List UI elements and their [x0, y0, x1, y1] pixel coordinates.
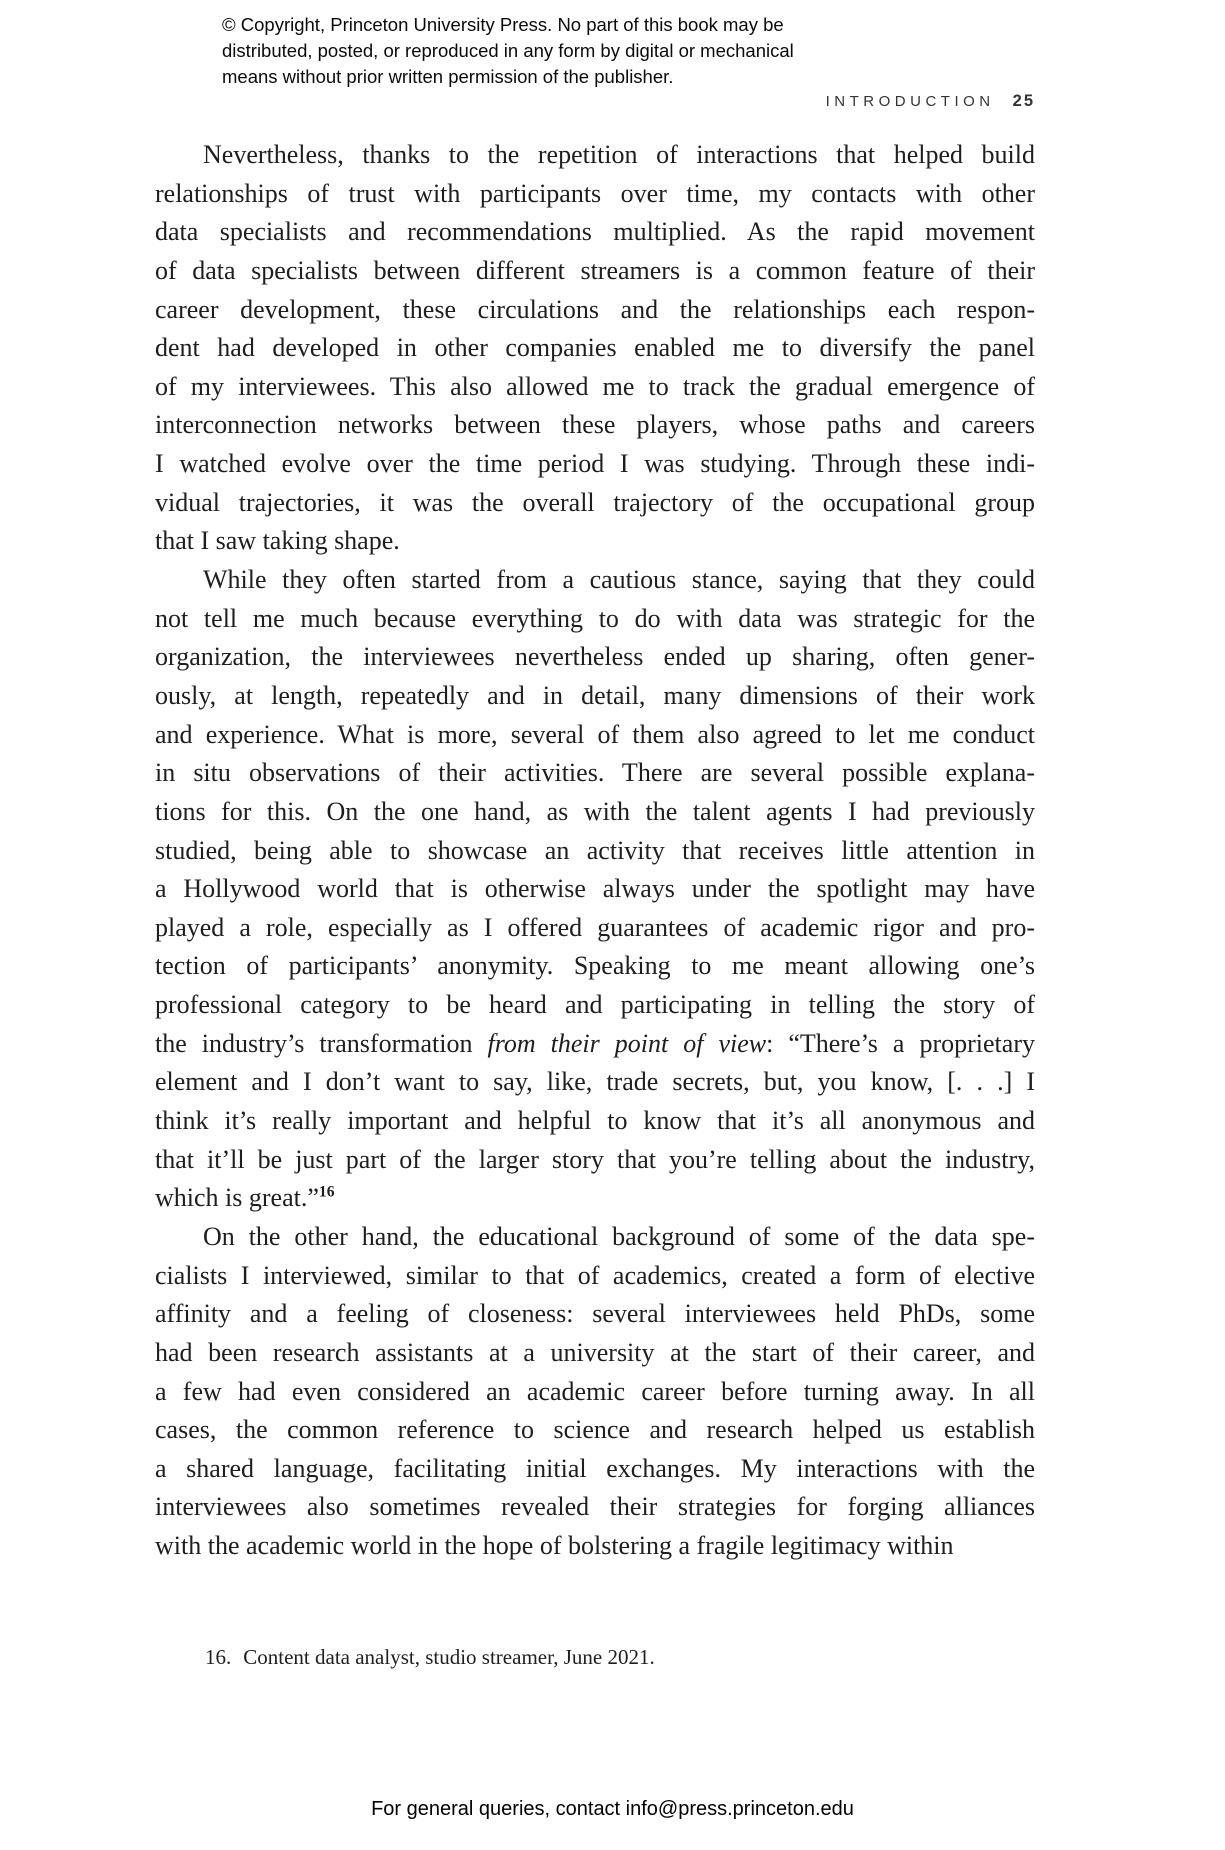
body-line: professional category to be heard and participating in telling the story of: [155, 990, 1035, 1020]
body-line: a few had even considered an academic career before turning away. In all: [155, 1376, 1035, 1406]
body-line: interconnection networks between these players, whose paths and careers: [155, 410, 1035, 440]
body-line: Nevertheless, thanks to the repetition of interactions that helped build: [203, 140, 1035, 169]
body-line: of my interviewees. This also allowed me to track the gradual emergence of: [155, 371, 1035, 401]
copyright-line: distributed, posted, or reproduced in any form by digital or mechanical: [222, 40, 794, 61]
body-line: While they often started from a cautious stance, saying that they could: [203, 565, 1035, 595]
body-line: organization, the interviewees nevertheless ended up sharing, often gener-: [155, 642, 1035, 672]
body-line: played a role, especially as I offered guarantees of academic rigor and pro-: [155, 912, 1035, 942]
body-line: in situ observations of their activities. There are several possible explana-: [155, 758, 1035, 788]
footnote-reference: 16: [318, 1183, 335, 1201]
body-text: [155, 136, 1035, 1566]
body-line: which is great.”$^{16}$: [155, 1183, 335, 1213]
body-line: I watched evolve over the time period I was studying. Through these indi-: [155, 449, 1035, 479]
italic-phrase: from their point of view: [487, 1028, 767, 1058]
body-line: interviewees also sometimes revealed their strategies for forging alliances: [155, 1492, 1035, 1522]
body-line: not tell me much because everything to do with data was strategic for the: [155, 603, 1035, 633]
copyright-line: means without prior written permission of the publisher.: [222, 66, 674, 87]
body-line: element and I don’t want to say, like, trade secrets, but, you know, [. . .] I: [155, 1067, 1035, 1097]
body-line: a shared language, facilitating initial exchanges. My interactions with the: [155, 1453, 1035, 1483]
body-line: of data specialists between different streamers is a common feature of their: [155, 255, 1035, 285]
chapter-title: INTRODUCTION: [825, 93, 995, 110]
body-line: career development, these circulations and the relationships each respon-: [155, 294, 1035, 324]
body-line: had been research assistants at a university at the start of their career, and: [155, 1337, 1035, 1367]
body-line: On the other hand, the educational background of some of the data spe-: [203, 1221, 1035, 1251]
body-line: affinity and a feeling of closeness: several interviewees held PhDs, some: [155, 1299, 1035, 1329]
body-line: that it’ll be just part of the larger story that you’re telling about the industry,: [155, 1144, 1035, 1174]
body-line: vidual trajectories, it was the overall trajectory of the occupational group: [155, 487, 1035, 517]
body-line: and experience. What is more, several of them also agreed to let me conduct: [155, 719, 1035, 749]
body-line: dent had developed in other companies enabled me to diversify the panel: [155, 333, 1035, 363]
copyright-notice: [222, 12, 794, 90]
body-line: studied, being able to showcase an activity that receives little attention in: [155, 835, 1035, 865]
body-line: a Hollywood world that is otherwise always under the spotlight may have: [155, 874, 1035, 904]
body-line: the industry’s transformation from their point of view: “There’s a proprietary: [155, 1028, 1035, 1058]
body-line: cases, the common reference to science and research helped us establish: [155, 1415, 1035, 1445]
footer-contact: For general queries, contact info@press.princeton.edu: [371, 1798, 854, 1820]
footnote: [205, 1645, 1035, 1670]
footnote-text: Content data analyst, studio streamer, June 2021.: [243, 1645, 655, 1669]
copyright-line: © Copyright, Princeton University Press. No part of this book may be: [222, 14, 784, 35]
body-line: think it’s really important and helpful to know that it’s all anonymous and: [155, 1106, 1035, 1136]
body-line: that I saw taking shape.: [155, 526, 400, 556]
body-line: relationships of trust with participants over time, my contacts with other: [155, 178, 1035, 208]
body-line: cialists I interviewed, similar to that of academics, created a form of elective: [155, 1260, 1035, 1290]
body-line: tions for this. On the one hand, as with the talent agents I had previously: [155, 796, 1035, 826]
running-header: [155, 92, 1035, 111]
body-line: data specialists and recommendations multiplied. As the rapid movement: [155, 217, 1035, 247]
page-number: 25: [1012, 92, 1035, 110]
footnote-number: 16.: [205, 1645, 232, 1669]
body-line: ously, at length, repeatedly and in detail, many dimensions of their work: [155, 680, 1035, 710]
body-line: tection of participants’ anonymity. Speaking to me meant allowing one’s: [155, 951, 1035, 981]
body-line: with the academic world in the hope of bolstering a fragile legitimacy within: [155, 1531, 954, 1561]
